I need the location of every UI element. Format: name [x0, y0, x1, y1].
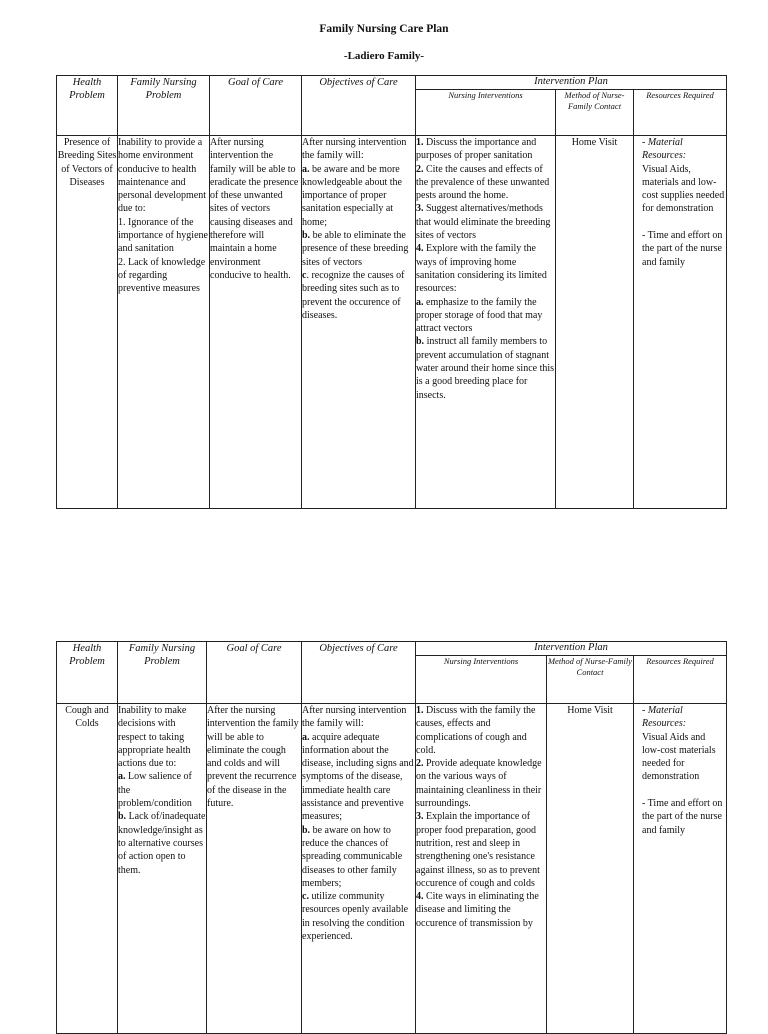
item-label: - — [642, 230, 648, 242]
list-item — [416, 335, 555, 401]
item-text: Provide adequate knowledge on the various ways of maintaining cleanliness in their surroundings. — [416, 758, 542, 810]
item-text: Low salience of the problem/condition — [118, 771, 192, 810]
list-item — [302, 731, 415, 824]
list-item — [642, 731, 726, 784]
goal-of-care-cell: After nursing intervention the family will be able to eradicate the presence of these unwanted sites of vectors causing diseases and therefore will maintain a home environment conducive to health. — [210, 136, 302, 509]
item-text: Explain the importance of proper food preparation, good nutrition, rest and sleep in strengthening one's resistance against illness, so as to prevent occurence of cough and colds — [416, 811, 540, 889]
header-health-problem: Health Problem — [57, 76, 118, 136]
item-text: utilize community resources openly available in resolving the condition experienced. — [302, 891, 409, 943]
item-text: Lack of/inadequate knowledge/insight as to alternative courses of action open to them. — [118, 811, 206, 876]
item-text: After nursing intervention the family will: — [302, 705, 407, 730]
header-objectives-of-care: Objectives of Care — [302, 642, 416, 704]
list-item — [118, 810, 206, 876]
header-resources-required: Resources Required — [634, 656, 727, 704]
list-item — [416, 136, 555, 163]
item-text: Inability to provide a home environment conducive to health maintenance and personal development due to: — [118, 137, 207, 215]
list-item — [302, 163, 415, 229]
item-label: 2. — [416, 758, 424, 770]
header-nursing-interventions: Nursing Interventions — [416, 90, 556, 136]
list-item — [118, 704, 206, 770]
item-label: 4. — [416, 891, 424, 903]
item-label: - — [642, 705, 648, 716]
item-label: c. — [302, 891, 309, 903]
list-item — [642, 704, 726, 731]
item-text: After nursing intervention the family will: — [302, 137, 407, 162]
item-label: a. — [118, 771, 126, 783]
item-label: a. — [302, 163, 310, 175]
document-subtitle: -Ladiero Family- — [343, 50, 425, 62]
item-label: a. — [302, 731, 310, 743]
list-item — [118, 256, 209, 296]
item-label: 3. — [416, 203, 424, 215]
resources-cell — [634, 704, 727, 1034]
list-item — [302, 269, 415, 322]
header-objectives-of-care: Objectives of Care — [302, 76, 416, 136]
item-text: 2. Lack of knowledge of regarding preventive measures — [118, 256, 206, 295]
item-text: be able to eliminate the presence of these breeding sites of vectors — [302, 230, 409, 268]
item-text: Suggest alternatives/methods that would eliminate the breeding sites of vectors — [416, 203, 551, 242]
item-label: - — [642, 798, 648, 810]
item-text: emphasize to the family the proper storage of food that may attract vectors — [416, 296, 543, 335]
list-item — [118, 216, 209, 256]
care-plan-table-1 — [56, 75, 727, 509]
family-nursing-problem-cell — [118, 136, 210, 509]
list-item — [302, 890, 415, 943]
objectives-cell — [302, 704, 416, 1034]
health-problem-cell: Presence of Breeding Sites of Vectors of Diseases — [57, 136, 118, 509]
objectives-cell — [302, 136, 416, 509]
list-item — [302, 136, 415, 163]
item-text: Discuss the importance and purposes of proper sanitation — [416, 137, 537, 162]
item-label: 2. — [416, 163, 424, 175]
header-family-nursing-problem: Family Nursing Problem — [118, 642, 207, 704]
item-text: Time and effort on the part of the nurse and family — [642, 230, 723, 268]
item-text: be aware on how to reduce the chances of spreading communicable diseases to other family members; — [302, 824, 403, 889]
list-item — [416, 242, 555, 295]
item-text: 1. Ignorance of the importance of hygiene and sanitation — [118, 216, 208, 255]
header-intervention-plan: Intervention Plan — [416, 76, 727, 90]
list-item — [416, 704, 546, 757]
item-label: a. — [416, 296, 424, 308]
item-text: Cite ways in eliminating the disease and limiting the occurence of transmission by — [416, 891, 539, 929]
item-label: 3. — [416, 811, 424, 823]
header-method-of-contact: Method of Nurse-Family Contact — [556, 90, 634, 136]
item-label: c — [302, 269, 307, 281]
list-item — [118, 136, 209, 216]
list-item — [642, 163, 726, 216]
header-resources-required: Resources Required — [634, 90, 727, 136]
nursing-interventions-cell — [416, 704, 547, 1034]
header-nursing-interventions: Nursing Interventions — [416, 656, 547, 704]
header-goal-of-care: Goal of Care — [210, 76, 302, 136]
document-title: Family Nursing Care Plan — [319, 23, 449, 35]
item-text: . recognize the causes of breeding sites such as to prevent the occurence of diseases. — [302, 269, 405, 321]
resources-cell — [634, 136, 727, 509]
list-item — [416, 202, 555, 242]
list-item — [642, 784, 726, 797]
item-text: Explore with the family the ways of improving home sanitation considering its limited resources: — [416, 243, 547, 295]
list-item — [642, 229, 726, 269]
list-item — [416, 890, 546, 930]
list-item — [416, 163, 555, 203]
item-text: Time and effort on the part of the nurse and family — [642, 798, 723, 836]
list-item — [642, 797, 726, 837]
family-nursing-problem-cell — [118, 704, 207, 1034]
nursing-interventions-cell — [416, 136, 556, 509]
header-health-problem: Health Problem — [57, 642, 118, 704]
item-text: Discuss with the family the causes, effects and complications of cough and cold. — [416, 705, 536, 756]
item-label: 1. — [416, 137, 424, 148]
list-item — [642, 216, 726, 229]
header-goal-of-care: Goal of Care — [207, 642, 302, 704]
item-label: 4. — [416, 243, 424, 255]
item-emphasis: Material Resources: — [642, 705, 687, 730]
item-label: b. — [416, 336, 425, 348]
item-text: Visual Aids, materials and low-cost supplies needed for demonstration — [642, 163, 725, 215]
item-label: - — [642, 137, 648, 148]
method-cell: Home Visit — [556, 136, 634, 509]
care-plan-table-2 — [56, 641, 727, 1034]
list-item — [302, 704, 415, 731]
list-item — [416, 757, 546, 810]
item-text: be aware and be more knowledgeable about the importance of proper sanitation especially at home; — [302, 163, 402, 228]
health-problem-cell: Cough and Colds — [57, 704, 118, 1034]
item-text: Inability to make decisions with respect to taking appropriate health actions due to: — [118, 705, 191, 770]
header-method-of-contact: Method of Nurse-Family Contact — [547, 656, 634, 704]
item-text: instruct all family members to prevent accumulation of stagnant water around their home since this is a good breeding place for insects. — [416, 336, 555, 401]
item-text: Cite the causes and effects of the prevalence of these unwanted pests around the home. — [416, 163, 550, 202]
list-item — [302, 229, 415, 269]
list-item — [302, 824, 415, 890]
item-label: b. — [118, 811, 127, 823]
method-cell: Home Visit — [547, 704, 634, 1034]
header-family-nursing-problem: Family Nursing Problem — [118, 76, 210, 136]
goal-of-care-cell: After the nursing intervention the family will be able to eliminate the cough and colds and will prevent the recurrence of the disease in the future. — [207, 704, 302, 1034]
item-text: acquire adequate information about the disease, including signs and symptoms of the disease, immediate health care assistance and preventive measures; — [302, 731, 414, 823]
item-emphasis: Material Resources: — [642, 137, 687, 162]
item-label: b. — [302, 230, 311, 242]
header-intervention-plan: Intervention Plan — [416, 642, 727, 656]
item-text: Visual Aids and low-cost materials needed for demonstration — [642, 731, 716, 783]
item-label: b. — [302, 824, 311, 836]
list-item — [642, 136, 726, 163]
list-item — [118, 770, 206, 810]
list-item — [416, 296, 555, 336]
item-label: 1. — [416, 705, 424, 716]
list-item — [416, 810, 546, 890]
